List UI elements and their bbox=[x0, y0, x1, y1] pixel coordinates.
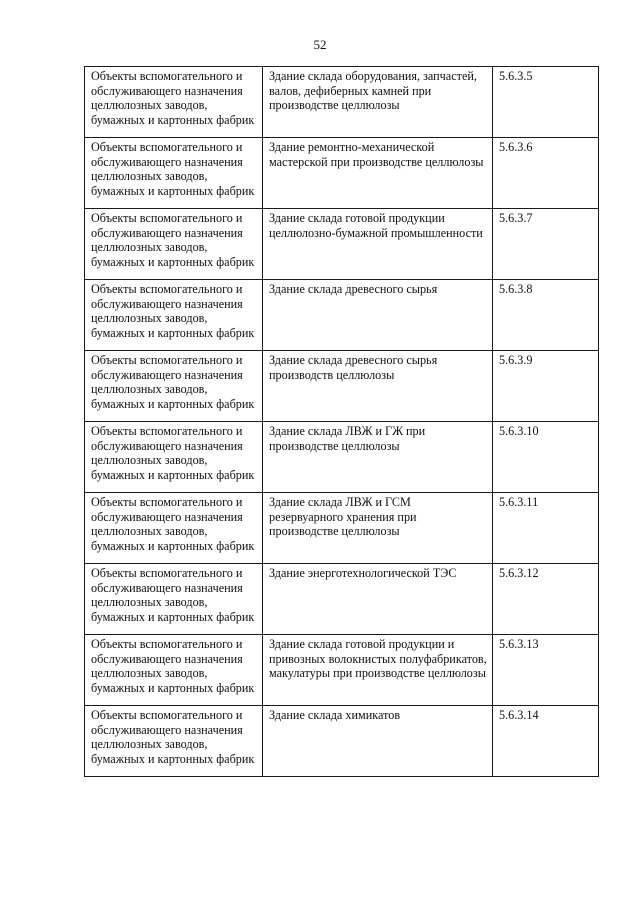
code-cell: 5.6.3.9 bbox=[493, 351, 599, 422]
table-row bbox=[85, 564, 599, 635]
category-cell: Объекты вспомогательного и обслуживающего назначения целлюлозных заводов, бумажных и картонных фабрик bbox=[85, 67, 263, 138]
description-cell: Здание склада химикатов bbox=[263, 706, 493, 777]
description-cell: Здание склада ЛВЖ и ГЖ при производстве целлюлозы bbox=[263, 422, 493, 493]
description-cell: Здание склада древесного сырья производств целлюлозы bbox=[263, 351, 493, 422]
code-cell: 5.6.3.6 bbox=[493, 138, 599, 209]
description-cell: Здание склада оборудования, запчастей, валов, дефиберных камней при производстве целлюлозы bbox=[263, 67, 493, 138]
code-cell: 5.6.3.13 bbox=[493, 635, 599, 706]
description-cell: Здание склада готовой продукции и привозных волокнистых полуфабрикатов, макулатуры при производстве целлюлозы bbox=[263, 635, 493, 706]
table-row bbox=[85, 209, 599, 280]
category-cell: Объекты вспомогательного и обслуживающего назначения целлюлозных заводов, бумажных и картонных фабрик bbox=[85, 351, 263, 422]
description-cell: Здание ремонтно-механической мастерской при производстве целлюлозы bbox=[263, 138, 493, 209]
category-cell: Объекты вспомогательного и обслуживающего назначения целлюлозных заводов, бумажных и картонных фабрик bbox=[85, 493, 263, 564]
description-cell: Здание склада ЛВЖ и ГСМ резервуарного хранения при производстве целлюлозы bbox=[263, 493, 493, 564]
code-cell: 5.6.3.5 bbox=[493, 67, 599, 138]
table-row bbox=[85, 67, 599, 138]
classification-table bbox=[84, 66, 599, 777]
description-cell: Здание энерготехнологической ТЭС bbox=[263, 564, 493, 635]
code-cell: 5.6.3.12 bbox=[493, 564, 599, 635]
description-cell: Здание склада древесного сырья bbox=[263, 280, 493, 351]
table-row bbox=[85, 493, 599, 564]
category-cell: Объекты вспомогательного и обслуживающего назначения целлюлозных заводов, бумажных и картонных фабрик bbox=[85, 564, 263, 635]
table-row bbox=[85, 280, 599, 351]
table-row bbox=[85, 351, 599, 422]
table-row bbox=[85, 422, 599, 493]
code-cell: 5.6.3.7 bbox=[493, 209, 599, 280]
code-cell: 5.6.3.8 bbox=[493, 280, 599, 351]
table-row bbox=[85, 138, 599, 209]
category-cell: Объекты вспомогательного и обслуживающего назначения целлюлозных заводов, бумажных и картонных фабрик bbox=[85, 280, 263, 351]
category-cell: Объекты вспомогательного и обслуживающего назначения целлюлозных заводов, бумажных и картонных фабрик bbox=[85, 635, 263, 706]
table-row bbox=[85, 706, 599, 777]
table-row bbox=[85, 635, 599, 706]
category-cell: Объекты вспомогательного и обслуживающего назначения целлюлозных заводов, бумажных и картонных фабрик bbox=[85, 138, 263, 209]
code-cell: 5.6.3.14 bbox=[493, 706, 599, 777]
category-cell: Объекты вспомогательного и обслуживающего назначения целлюлозных заводов, бумажных и картонных фабрик bbox=[85, 209, 263, 280]
code-cell: 5.6.3.10 bbox=[493, 422, 599, 493]
category-cell: Объекты вспомогательного и обслуживающего назначения целлюлозных заводов, бумажных и картонных фабрик bbox=[85, 422, 263, 493]
page-number: 52 bbox=[313, 37, 327, 52]
category-cell: Объекты вспомогательного и обслуживающего назначения целлюлозных заводов, бумажных и картонных фабрик bbox=[85, 706, 263, 777]
description-cell: Здание склада готовой продукции целлюлозно-бумажной промышленности bbox=[263, 209, 493, 280]
code-cell: 5.6.3.11 bbox=[493, 493, 599, 564]
